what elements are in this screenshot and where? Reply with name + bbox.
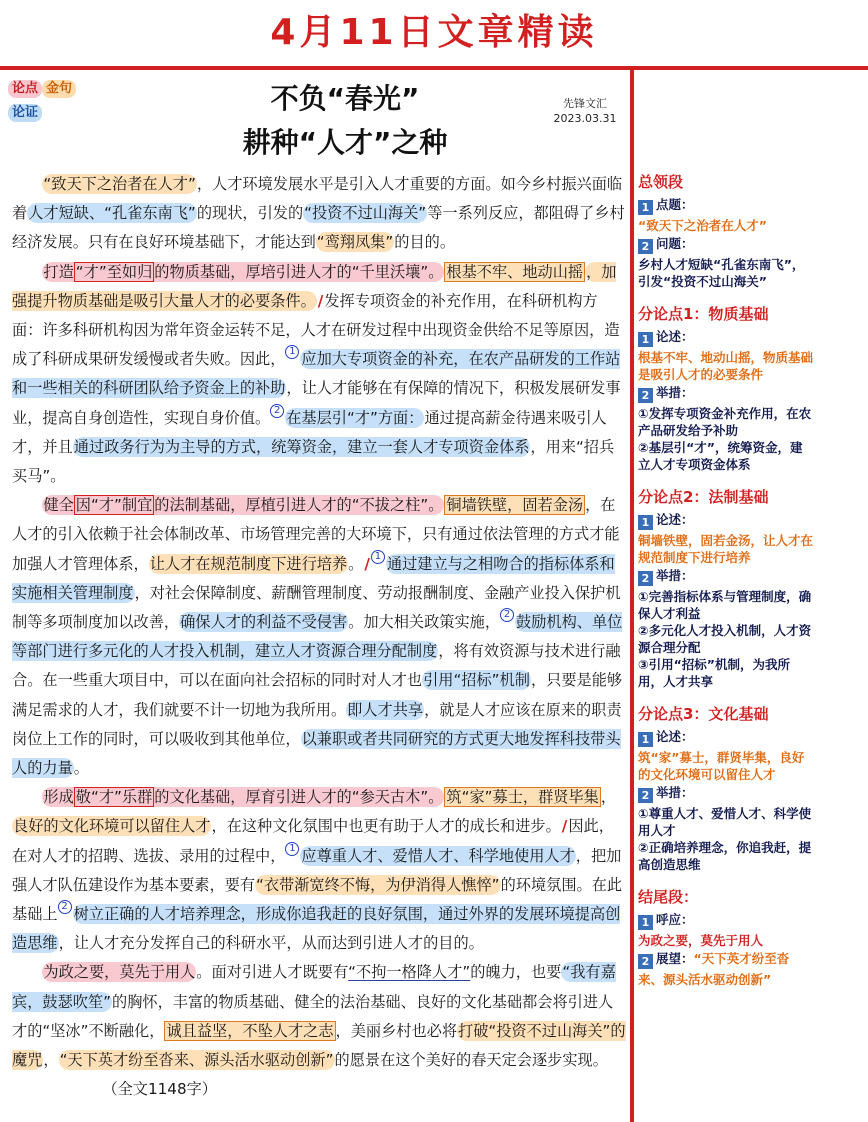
summary-section-point2: [638, 487, 864, 690]
line: ②正确培养理念，你追我赶，提: [638, 840, 812, 855]
badge-2: 2: [638, 788, 653, 803]
text: ，在人才的引入依赖于社会体制改革、市场管理完善的大环境下，只有通过依法管理的方式才能加强人才管理体系，: [12, 496, 620, 573]
summary-section-point1: [638, 304, 864, 473]
golden-sentence: “致天下之治者在人才”: [43, 175, 196, 193]
text: 。: [73, 759, 89, 778]
row-label: 展望：: [656, 951, 694, 966]
evidence: 鼓励机构、单位等部门进行多元化的人才投入机制，建立人才资源合理分配制度: [12, 613, 623, 661]
section-title: 结尾段：: [638, 888, 699, 906]
row-text: 为政之要，莫先于用人: [638, 933, 764, 948]
evidence: 应加大专项资金的补充，在农产品研发的工作站和一些相关的科研团队给予资金上的补助: [12, 350, 621, 398]
summary-row: [638, 567, 864, 586]
row-text: [638, 532, 864, 566]
number-marker-2: 2: [270, 404, 284, 418]
golden-sentence: “衣带渐宽终不悔，为伊消得人憔悴”: [256, 875, 500, 894]
legend-golden-sentence: 金句: [42, 80, 76, 98]
argument: 为政之要，莫先于用人: [43, 963, 196, 982]
row-label: 论述：: [656, 329, 694, 344]
text: ，就是人才应该在原来的职责岗位上工作的同时，可以吸收到其他单位，: [12, 700, 622, 748]
summary-section-point3: [638, 704, 864, 873]
badge-2: 2: [638, 239, 653, 254]
summary-row: [638, 328, 864, 347]
row-text: [638, 256, 864, 290]
argument-text: 的文化基础，厚育引进人才的“参天古木”。: [154, 788, 444, 807]
line: 铜墙铁壁，固若金汤，让人才在: [638, 533, 814, 548]
evidence: 树立正确的人才培养理念，形成你追我赶的良好氛围，通过外界的发展环境提高创造思维: [12, 905, 621, 953]
line: 筑“家”募士，群贤毕集，良好: [638, 750, 805, 765]
badge-1: 1: [638, 515, 653, 530]
golden-sentence-box: 根基不牢、地动山摇: [446, 262, 584, 281]
row-label: 举措：: [656, 785, 694, 800]
legend-row-1: [8, 80, 76, 98]
golden-sentence-box: 筑“家”募士，群贤毕集: [446, 788, 599, 807]
legend-argument: 论点: [8, 80, 42, 98]
text: ，让人才充分发挥自己的科研水平，从而达到引进人才的目的。: [58, 934, 484, 953]
line: 保人才利益: [638, 606, 701, 621]
badge-2: 2: [638, 388, 653, 403]
article-body: [12, 170, 626, 1105]
summary-row: [638, 196, 864, 215]
key-phrase-box: 因“才”制宜: [75, 496, 153, 515]
line: ②多元化人才投入机制，人才资: [638, 623, 812, 638]
evidence: “我有嘉宾，鼓瑟吹笙”: [12, 963, 616, 1011]
article-source: 先锋文汇: [563, 97, 607, 110]
text: 的环境氛围。在此基础上: [12, 875, 623, 924]
row-label: 呼应：: [656, 912, 694, 927]
row-text: “致天下之治者在人才”: [638, 218, 767, 233]
argument-text: 的物质基础，厚培引进人才的“千里沃壤”。: [154, 262, 444, 281]
text: ，: [600, 788, 617, 807]
argument-text: 打造: [43, 262, 74, 281]
line: ①完善指标体系与管理制度，确: [638, 589, 812, 604]
article-date: 2023.03.31: [553, 112, 617, 125]
golden-sentence: ，加强提升物质基础是吸引大量人才的必要条件。: [12, 262, 617, 310]
summary-section-intro: [638, 172, 864, 290]
evidence: 应尊重人才、爱惜人才、科学地使用人才: [301, 846, 575, 865]
text: 的愿景在这个美好的春天定会逐步实现。: [334, 1051, 608, 1070]
text: 的目的。: [394, 233, 455, 252]
line: 用，人才共享: [638, 674, 714, 689]
line: 的文化环境可以留住人才: [638, 767, 776, 782]
badge-2: 2: [638, 954, 653, 969]
paragraph-2: [12, 258, 626, 492]
paragraph-4: [12, 783, 626, 958]
line: 高创造思维: [638, 857, 701, 872]
badge-2: 2: [638, 571, 653, 586]
number-marker-2: 2: [58, 900, 72, 914]
argument: [42, 262, 444, 282]
badge-1: 1: [638, 915, 653, 930]
evidence: “投资不过山海关”: [304, 204, 427, 223]
line: ①发挥专项资金补充作用，在农: [638, 406, 812, 421]
text: 发挥专项资金的补充作用，在科研机构方面：许多科研机构因为常年资金运转不足，人才在研发过程中出现资金供给不足等原因，造成了科研成果研发缓慢或者失败。因此，: [12, 291, 620, 369]
row-label: 论述：: [656, 729, 694, 744]
text: 的魄力，也要: [470, 963, 562, 982]
golden-sentence: 让人才在规范制度下进行培养: [149, 554, 348, 573]
header-divider: [0, 66, 868, 70]
evidence: 人才短缺、“孔雀东南飞”: [28, 204, 196, 223]
row-text: [638, 349, 864, 383]
article-title-line1: 不负“春光”: [270, 82, 420, 115]
golden-sentence: 良好的文化环境可以留住人才: [13, 817, 211, 836]
text: 。: [348, 554, 364, 573]
number-marker-1: 1: [371, 550, 385, 564]
evidence: 引用“招标”机制: [423, 671, 530, 690]
golden-sentence-box: 诚且益坚，不坠人才之志: [166, 1021, 334, 1040]
line: 根基不牢、地动山摇，物质基础: [638, 350, 814, 365]
text: 。: [330, 700, 347, 719]
argument: [42, 787, 444, 807]
summary-row: [638, 728, 864, 747]
key-phrase-box: 敬“才”乐群: [75, 788, 153, 807]
argument: [42, 495, 444, 515]
summary-sidebar: [638, 172, 864, 1002]
text: 的现状，引发的: [196, 204, 304, 223]
text: 的胸怀，丰富的物质基础、健全的法治基础、良好的文化基础都会将引进人才的“坚冰”不断融化，: [12, 992, 614, 1040]
line: 引发“投资不过山海关”: [638, 274, 767, 289]
line: 产品研发给予补助: [638, 423, 739, 438]
text: ，美丽乡村也必将: [335, 1021, 457, 1040]
line: 用人才: [638, 823, 676, 838]
summary-row: [638, 911, 864, 930]
text: ，对社会保障制度、薪酬管理制度、劳动报酬制度、金融产业投入保护机制等多项制度加以改善，: [12, 583, 621, 632]
column-divider: [630, 70, 634, 1122]
row-text: [638, 588, 864, 690]
paragraph-5: [12, 958, 626, 1104]
summary-section-ending: [638, 887, 864, 988]
evidence: 通过政务行为为主导的方式，统筹资金，建立一套人才专项资金体系: [73, 437, 530, 456]
legend-row-2: [8, 104, 42, 122]
summary-row: [638, 784, 864, 803]
argument-text: 健全: [43, 496, 74, 515]
text: ，人才环境发展水平是引入人才重要的方面。如今乡村振兴面临着: [12, 175, 623, 223]
text: 因此，在对人才的招聘、选拔、录用的过程中，: [12, 817, 614, 865]
article-byline: [545, 96, 625, 126]
number-marker-1: 1: [285, 842, 299, 856]
golden-sentence-box: 铜墙铁壁，固若金汤: [446, 496, 584, 515]
row-text: [638, 405, 864, 473]
row-label: 举措：: [656, 385, 694, 400]
paragraph-1: [12, 170, 626, 258]
golden-sentence: “天下英才纷至沓来、源头活水驱动创新”: [59, 1051, 334, 1070]
row-label: 问题：: [656, 236, 694, 251]
line: 是吸引人才的必要条件: [638, 367, 764, 382]
page-header-title: 4月11日文章精读: [270, 12, 598, 53]
summary-row: [638, 511, 864, 530]
row-text-inline: “天下英才纷至沓: [693, 951, 790, 966]
number-marker-1: 1: [285, 345, 299, 359]
section-title: 分论点1：物质基础: [638, 305, 769, 323]
argument-text: 形成: [43, 788, 74, 807]
text: ，将有效资源与技术进行融合。在一些重大项目中，可以在面向社会招标的同时对人才也: [12, 642, 621, 690]
golden-sentence: “鸾翔凤集”: [316, 233, 394, 252]
section-title: 分论点2：法制基础: [638, 488, 769, 506]
evidence: 即人才共享: [347, 700, 424, 719]
slash-mark: /: [317, 291, 324, 310]
legend-evidence: 论证: [8, 104, 42, 122]
badge-1: 1: [638, 332, 653, 347]
line: 乡村人才短缺“孔雀东南飞”，: [638, 257, 805, 272]
line: 源合理分配: [638, 640, 701, 655]
row-text: 来、源头活水驱动创新”: [638, 972, 772, 987]
row-text: [638, 749, 864, 783]
row-text: [638, 805, 864, 873]
underlined-quote: “不拘一格降人才”: [348, 963, 471, 982]
article-title-line2: 耕种“人才”之种: [242, 126, 448, 159]
row-label: 举措：: [656, 568, 694, 583]
row-label: 论述：: [656, 512, 694, 527]
slash-mark: /: [561, 817, 568, 836]
row-label: 点题：: [656, 197, 694, 212]
evidence: 通过建立与之相吻合的指标体系和实施相关管理制度: [12, 554, 615, 602]
text: ，把加强人才队伍建设作为基本要素，要有: [12, 846, 622, 894]
text: ，用来“招兵买马”。: [12, 437, 615, 486]
argument-text: 的法制基础，厚植引进人才的“不拔之柱”。: [154, 496, 444, 515]
text: ，只要是能够满足需求的人才，我们就要不计一切地为我所用: [12, 671, 623, 719]
text: ，在这种文化氛围中也更有助于人才的成长和进步。: [211, 817, 561, 836]
line: 立人才专项资金体系: [638, 457, 751, 472]
text: 等一系列反应，都阻碍了乡村经济发展。只有在良好环境基础下，才能达到: [12, 204, 625, 252]
line: ②基层引“才”，统筹资金，建: [638, 440, 803, 455]
slash-mark: /: [364, 554, 370, 573]
text: 。加大相关政策实施，: [348, 613, 500, 632]
key-phrase-box: “才”至如归: [75, 262, 153, 281]
evidence: 以兼职或者共同研究的方式更大地发挥科技带头人的力量: [12, 729, 621, 778]
line: ③引用“招标”机制，为我所: [638, 657, 791, 672]
paragraph-3: [12, 491, 626, 783]
word-count: （全文1148字）: [102, 1080, 217, 1099]
line: ①尊重人才、爱惜人才、科学使: [638, 806, 812, 821]
badge-1: 1: [638, 732, 653, 747]
evidence: 确保人才的利益不受侵害: [180, 613, 348, 632]
summary-row: [638, 950, 864, 969]
text: 。面对引进人才既要有: [196, 963, 349, 982]
badge-1: 1: [638, 200, 653, 215]
evidence: 在基层引“才”方面：: [286, 408, 424, 427]
golden-sentence: 打破“投资不过山海关”的魔咒: [12, 1021, 626, 1070]
summary-row: [638, 235, 864, 254]
text: 通过提高薪金待遇来吸引人才，并且: [12, 408, 607, 456]
section-title: 分论点3：文化基础: [638, 705, 769, 723]
line: 规范制度下进行培养: [638, 550, 751, 565]
section-title: 总领段: [638, 173, 684, 191]
summary-row: [638, 384, 864, 403]
text: ，让人才能够在有保障的情况下，积极发展研发事业，提高自身创造性，实现自身价值。: [12, 379, 621, 427]
text: ，: [43, 1051, 59, 1070]
number-marker-2: 2: [500, 608, 514, 622]
